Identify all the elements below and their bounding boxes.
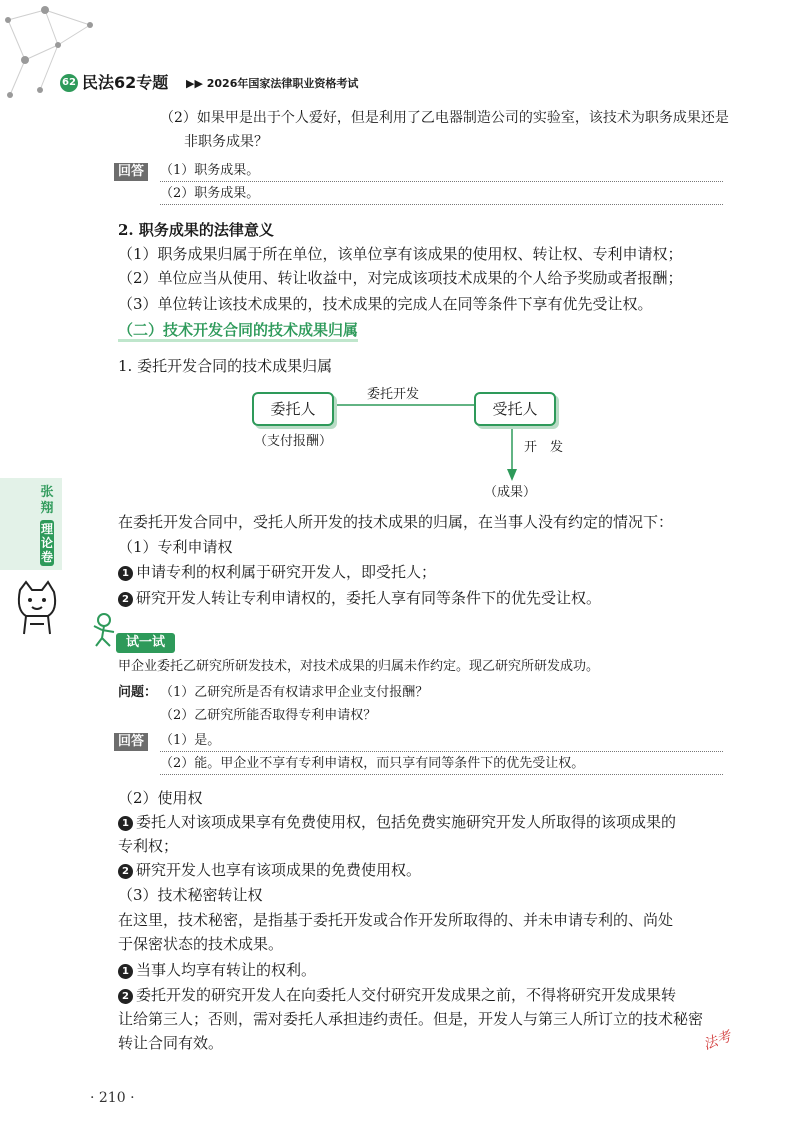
answer-tag: 回答 [114,163,148,181]
answer-1: （1）职务成果。 [160,161,723,182]
brand-logo: 62 [60,74,78,92]
question-label: 问题： [118,685,158,700]
paragraph: 在这里，技术秘密，是指基于委托开发或合作开发所取得的、并未申请专利的、尚处 [118,911,674,929]
number-marker: 2 [118,864,133,879]
number-marker: 1 [118,964,133,979]
stamp-mark: 法考 [701,1028,734,1054]
number-marker: 1 [118,566,133,581]
list-item: 2 研究开发人也享有该项成果的免费使用权。 [118,858,421,882]
cat-mascot-icon [12,580,60,636]
list-item: 2 委托开发的研究开发人在向委托人交付研究开发成果之前，不得将研究开发成果转 [118,983,676,1007]
subheading: （2）使用权 [118,789,203,807]
side-tab-series: 理论卷 [40,522,53,564]
paragraph: 转让合同有效。 [118,1034,224,1052]
list-item: 1 当事人均享有转让的权利。 [118,958,316,982]
question-2: （2）乙研究所能否取得专利申请权？ [160,708,377,723]
subheading: （1）专利申请权 [118,538,233,556]
result-label: （成果） [484,485,537,500]
list-item-continued: 专利权； [118,837,179,855]
edge-label: 委托开发 [367,387,420,402]
number-marker: 1 [118,816,133,831]
question-2-line1: （2）如果甲是出于个人爱好，但是利用了乙电器制造公司的实验室，该技术为职务成果还是 [160,110,729,126]
paragraph: （3）单位转让该技术成果的，技术成果的完成人在同等条件下享有优先受让权。 [118,295,653,313]
try-it-tag: 试一试 [116,633,175,653]
paragraph: （2）单位应当从使用、转让收益中，对完成该项技术成果的个人给予奖励或者报酬； [118,269,683,287]
number-marker: 2 [118,989,133,1004]
list-item: 1 委托人对该项成果享有免费使用权，包括免费实施研究开发人所取得的该项成果的 [118,810,676,834]
paragraph: （1）职务成果归属于所在单位，该单位享有该成果的使用权、转让权、专利申请权； [118,245,683,263]
paragraph: 让给第三人；否则，需对委托人承担违约责任。但是，开发人与第三人所订立的技术秘密 [118,1010,704,1028]
paragraph: 在委托开发合同中，受托人所开发的技术成果的归属，在当事人没有约定的情况下： [118,513,674,531]
list-item: 1 申请专利的权利属于研究开发人，即受托人； [118,560,436,584]
list-item: 2 研究开发人转让专利申请权的，委托人享有同等条件下的优先受让权。 [118,586,601,610]
answer-1: （1）是。 [160,731,723,752]
exam-title: ▶▶ 2026年国家法律职业资格考试 [186,77,359,90]
answer-2: （2）能。甲企业不享有专利申请权，而只享有同等条件下的优先受让权。 [160,754,723,775]
section-title: 2. 职务成果的法律意义 [118,221,274,239]
payment-note: （支付报酬） [254,434,333,449]
green-section-title: （二）技术开发合同的技术成果归属 [118,318,358,342]
page-number: · 210 · [90,1090,135,1106]
answer-2: （2）职务成果。 [160,184,723,205]
case-text: 甲企业委托乙研究所研发技术，对技术成果的归属未作约定。现乙研究所研发成功。 [118,659,600,674]
book-subject: 民法62专题 [82,73,169,92]
question-2-line2: 非职务成果？ [184,134,268,150]
client-box: 委托人 [252,392,334,426]
paragraph: 于保密状态的技术成果。 [118,935,284,953]
answer-tag: 回答 [114,733,148,751]
number-marker: 2 [118,592,133,607]
side-tab-author: 张翔 [40,485,54,516]
question-1: （1）乙研究所是否有权请求甲企业支付报酬？ [160,685,429,700]
subsection-title: 1. 委托开发合同的技术成果归属 [118,357,333,375]
contractor-box: 受托人 [474,392,556,426]
develop-label: 开 发 [524,440,564,455]
subheading: （3）技术秘密转让权 [118,886,263,904]
